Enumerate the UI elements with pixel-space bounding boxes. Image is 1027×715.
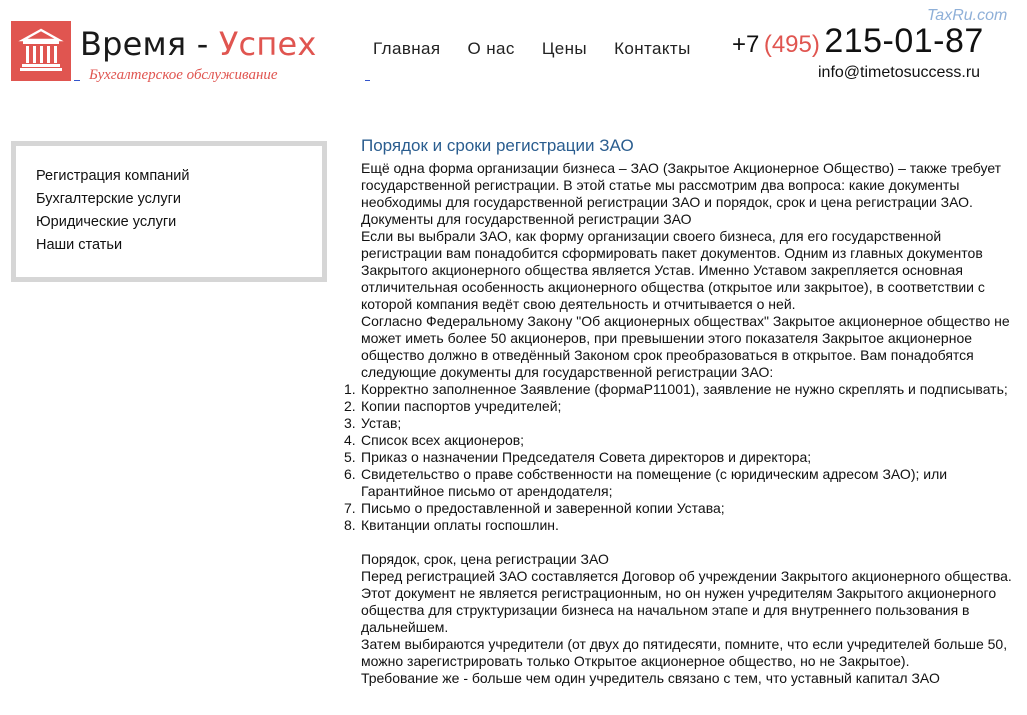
section-heading-order: Порядок, срок, цена регистрации ЗАО xyxy=(361,551,609,567)
list-item: 8. Квитанции оплаты госпошлин. xyxy=(344,517,559,533)
paragraph-law: Согласно Федеральному Закону "Об акционерных обществах" Закрытое акционерное общество не может иметь более 50 акционеров, при превышении этого показателя Закрытое акционерное общество должно в отведённый Законом срок преобразоваться в открытое. Вам понадобятся следующие документы для государственной регистрации ЗАО: xyxy=(361,313,1010,380)
brand-word-1: Время xyxy=(80,25,187,63)
logo-icon[interactable] xyxy=(11,21,71,81)
documents-list xyxy=(344,381,1017,534)
sidebar-item-legal[interactable]: Юридические услуги xyxy=(36,214,177,230)
paragraph-documents: Если вы выбрали ЗАО, как форму организации своего бизнеса, для его государственной регистрации вам понадобится сформировать пакет документов. Одним из главных документов Закрытого акционерного общества является Устав. Именно Уставом закрепляется основная отличительная особенность акционерного общества (открытое или закрытое), в соответствии с которой компания ведёт свою деятельность и отчитывается о ней. xyxy=(361,228,985,312)
phone-main-number: 215-01-87 xyxy=(824,22,984,60)
nav-link-underline[interactable] xyxy=(365,80,370,81)
watermark: TaxRu.com xyxy=(927,7,1008,24)
article-intro: Ещё одна форма организации бизнеса – ЗАО (Закрытое Акционерное Общество) – также требует государственной регистрации. В этой статье мы рассмотрим два вопроса: какие документы необходимы для государственной регистрации ЗАО и порядок, срок и цена регистрации ЗАО. xyxy=(361,160,1002,210)
phone-area-code: (495) xyxy=(763,31,820,58)
logo-link-underline[interactable] xyxy=(74,80,80,81)
article-title: Порядок и сроки регистрации ЗАО xyxy=(361,136,634,155)
list-item: 5. Приказ о назначении Председателя Совета директоров и директора; xyxy=(344,449,812,465)
sidebar-menu xyxy=(11,141,327,282)
brand-word-2: Успех xyxy=(218,25,317,63)
sidebar-item-registration[interactable]: Регистрация компаний xyxy=(36,168,190,184)
list-item: 3. Устав; xyxy=(344,415,402,431)
main-nav xyxy=(373,39,718,59)
nav-home[interactable]: Главная xyxy=(373,39,441,58)
list-item: 2. Копии паспортов учредителей; xyxy=(344,398,562,414)
list-item: 1. Корректно заполненное Заявление (формаР11001), заявление не нужно скреплять и подписывать; xyxy=(344,381,1008,397)
columns-building-icon xyxy=(11,21,71,81)
paragraph-founders: Затем выбираются учредители (от двух до пятидесяти, помните, что если учредителей больше 50, можно зарегистрировать только Открытое акционерное общество, но не Закрытое). xyxy=(361,636,1008,669)
section-heading-documents: Документы для государственной регистрации ЗАО xyxy=(361,211,692,227)
brand-separator: - xyxy=(186,25,219,63)
article-content xyxy=(344,136,1017,687)
paragraph-order: Перед регистрацией ЗАО составляется Договор об учреждении Закрытого акционерного общества. Этот документ не является регистрационным, но он нужен учредителям Закрытого акционерного общества для структуризации бизнеса на начальном этапе и для внутреннего пользования в дальнейшем. xyxy=(361,568,1012,635)
phone-country-code: +7 xyxy=(732,31,760,58)
brand-title[interactable] xyxy=(80,24,316,64)
list-item: 4. Список всех акционеров; xyxy=(344,432,525,448)
nav-contacts[interactable]: Контакты xyxy=(614,39,691,58)
email-address[interactable]: info@timetosuccess.ru xyxy=(818,64,981,81)
list-item: 6. Свидетельство о праве собственности на помещение (с юридическим адресом ЗАО); или Гарантийное письмо от арендодателя; xyxy=(344,466,948,499)
phone-number xyxy=(732,22,984,61)
nav-about[interactable]: О нас xyxy=(467,39,515,58)
nav-prices[interactable]: Цены xyxy=(541,39,588,58)
list-item: 7. Письмо о предоставленной и заверенной копии Устава; xyxy=(344,500,725,516)
brand-subtitle: Бухгалтерское обслуживание xyxy=(89,67,278,83)
sidebar-item-accounting[interactable]: Бухгалтерские услуги xyxy=(36,191,182,207)
sidebar-item-articles[interactable]: Наши статьи xyxy=(36,237,123,253)
spacer xyxy=(361,534,1017,551)
paragraph-requirement: Требование же - больше чем один учредитель связано с тем, что уставный капитал ЗАО xyxy=(361,670,940,686)
